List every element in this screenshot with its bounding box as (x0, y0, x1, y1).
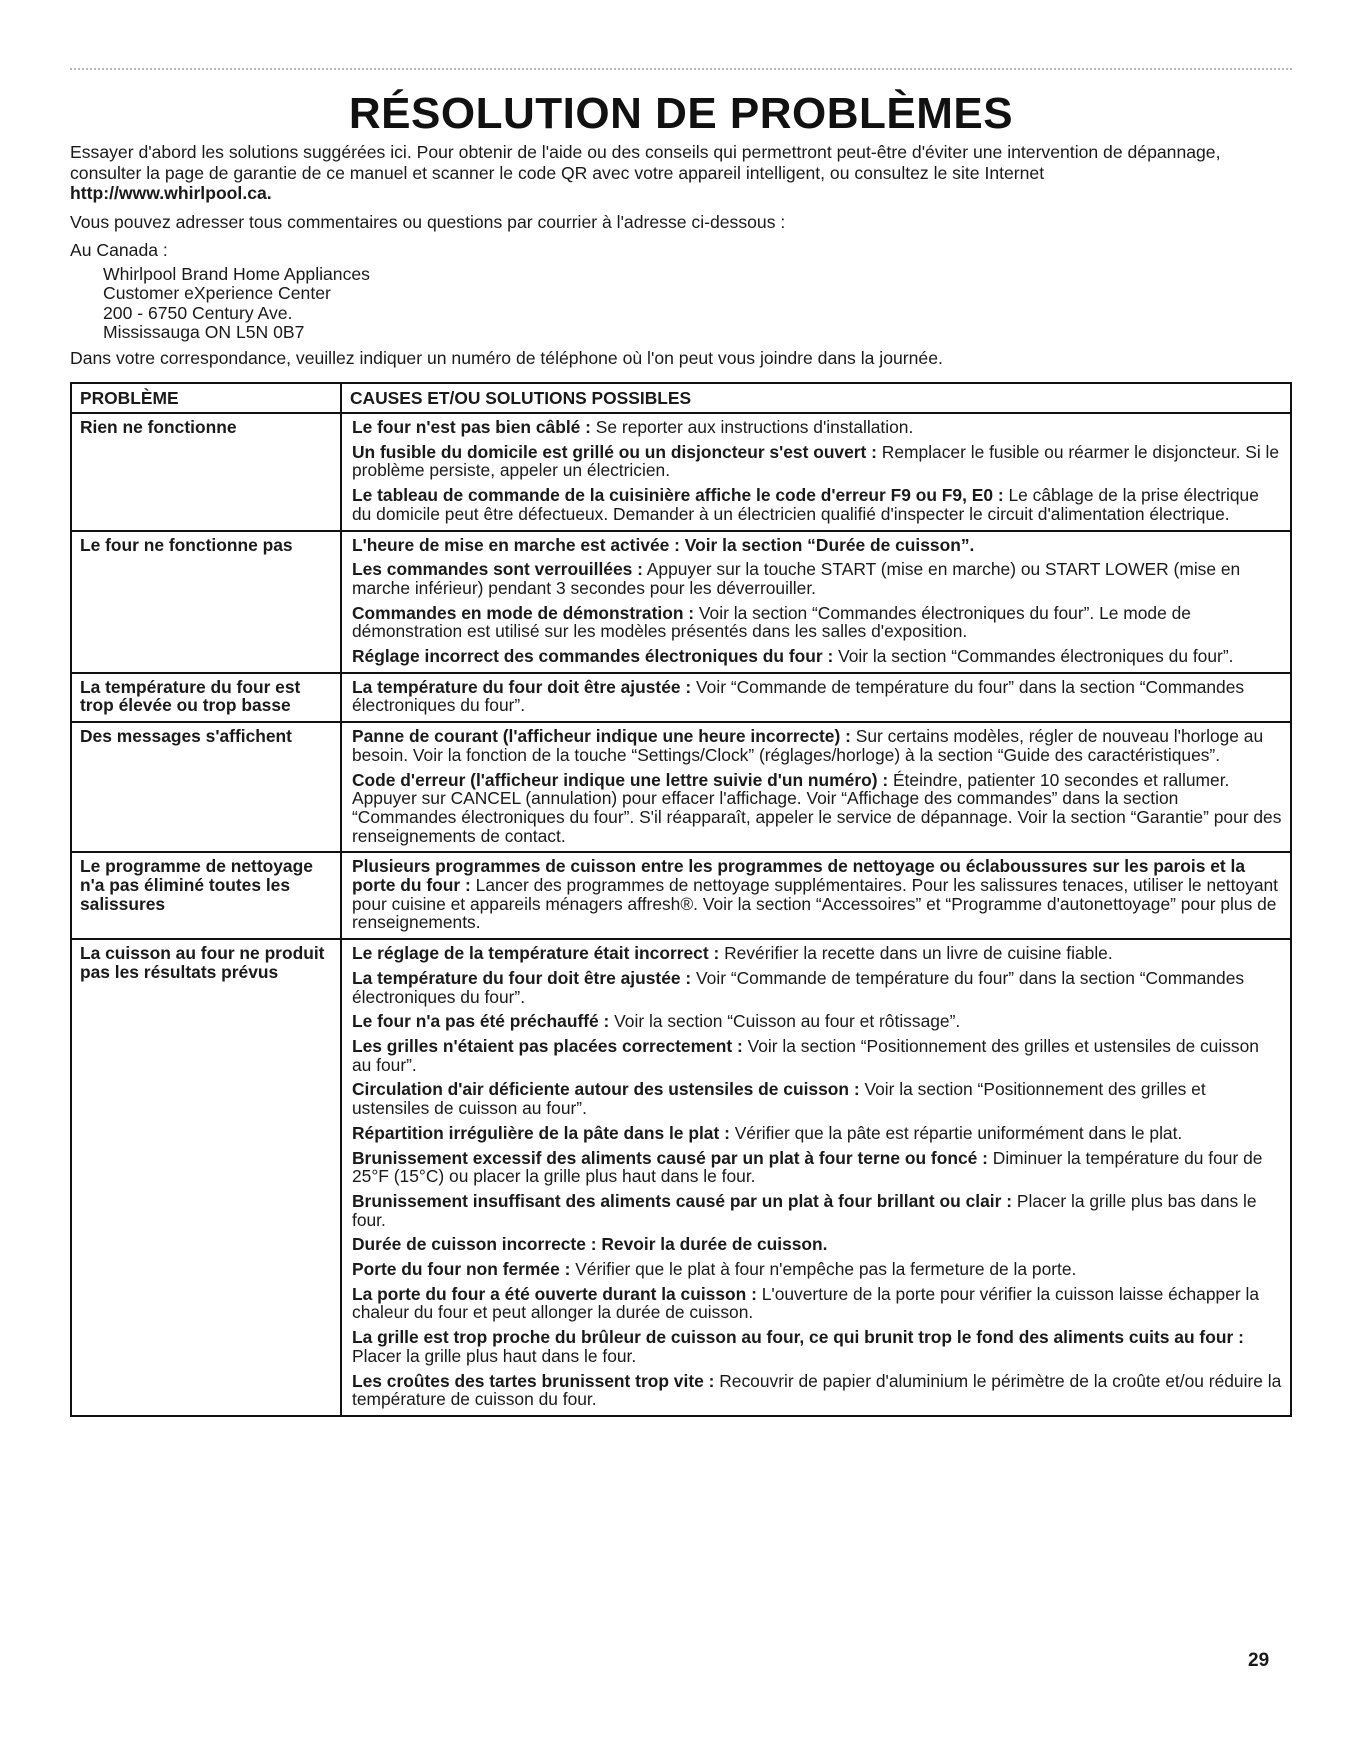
address-line: Customer eXperience Center (103, 283, 331, 303)
page-title: RÉSOLUTION DE PROBLÈMES (348, 89, 1014, 138)
solution-item (352, 1192, 1282, 1229)
solution-text: L'ouverture de la porte pour vérifier la cuisson laisse échapper la chaleur du four et peut allonger la durée de cuisson. (352, 1283, 1260, 1323)
solution-text: Le câblage de la prise électrique du domicile peut être défectueux. Demander à un électricien qualifié d'inspecter le circuit d'alimentation électrique. (352, 485, 1259, 524)
solution-item (352, 1260, 1282, 1279)
solution-item (352, 1080, 1282, 1117)
solution-cause: Un fusible du domicile est grillé ou un disjoncteur s'est ouvert : (352, 441, 877, 462)
top-divider (70, 68, 1292, 70)
table-row (71, 413, 1291, 531)
solutions-cell (341, 722, 1291, 852)
problem-cell: Le four ne fonctionne pas (71, 531, 341, 673)
page-content (70, 86, 1292, 1417)
solution-text: Revérifier la recette dans un livre de cuisine fiable. (719, 943, 1113, 964)
table-row (71, 852, 1291, 939)
solution-cause: Le tableau de commande de la cuisinière affiche le code d'erreur F9 ou F9, E0 : (352, 485, 1004, 506)
table-header-row (71, 383, 1291, 413)
address-line: Whirlpool Brand Home Appliances (103, 263, 370, 284)
mailing-address (103, 265, 1292, 343)
solution-item (352, 678, 1282, 715)
solution-cause: La température du four doit être ajustée : (352, 967, 692, 988)
column-header-solutions: CAUSES ET/OU SOLUTIONS POSSIBLES (341, 383, 1291, 413)
mail-note: Vous pouvez adresser tous commentaires ou questions par courrier à l'adresse ci-dessous : (70, 211, 786, 232)
solution-cause: Répartition irrégulière de la pâte dans le plat : (352, 1122, 730, 1143)
solution-item (352, 443, 1282, 480)
solution-cause: Les croûtes des tartes brunissent trop vite : (352, 1370, 715, 1391)
solution-cause: Plusieurs programmes de cuisson entre les programmes de nettoyage ou éclaboussures sur les parois et la porte du four : (352, 856, 1246, 896)
problem-cell: La cuisson au four ne produit pas les résultats prévus (71, 939, 341, 1416)
solution-item (352, 969, 1282, 1006)
solution-cause: L'heure de mise en marche est activée : Voir la section “Durée de cuisson”. (352, 534, 975, 555)
table-row (71, 673, 1291, 722)
solution-cause: La porte du four a été ouverte durant la cuisson : (352, 1283, 757, 1304)
solution-text: Vérifier que le plat à four n'empêche pas la fermeture de la porte. (570, 1259, 1077, 1280)
solution-text: Placer la grille plus bas dans le four. (352, 1190, 1257, 1230)
solution-item (352, 418, 1282, 437)
solution-item (352, 486, 1282, 523)
solution-cause: Commandes en mode de démonstration : (352, 602, 695, 623)
solution-cause: La température du four doit être ajustée : (352, 676, 692, 697)
solution-text: Éteindre, patienter 10 secondes et rallumer. Appuyer sur CANCEL (annulation) pour effacer l'affichage. Voir “Affichage des commandes” dans la section “Commandes électroniques du four”. S'il réapparaît, appeler le service de dépannage. Voir la section “Garantie” pour des renseignements de contact. (352, 769, 1282, 846)
address-line: 200 - 6750 Century Ave. (103, 302, 293, 323)
solution-text: Voir “Commande de température du four” dans la section “Commandes électroniques du four”. (352, 967, 1245, 1007)
solution-cause: Circulation d'air déficiente autour des ustensiles de cuisson : (352, 1079, 860, 1100)
solution-text: Voir la section “Positionnement des grilles et ustensiles de cuisson au four”. (352, 1035, 1259, 1075)
solution-text: Placer la grille plus haut dans le four. (352, 1345, 637, 1366)
solution-item (352, 1149, 1282, 1186)
solution-text: Appuyer sur la touche START (mise en marche) ou START LOWER (mise en marche inférieur) pendant 3 secondes pour les déverrouiller. (352, 559, 1241, 598)
solution-cause: Brunissement insuffisant des aliments causé par un plat à four brillant ou clair : (352, 1190, 1013, 1211)
website-link[interactable]: http://www.whirlpool.ca. (70, 183, 272, 203)
solution-cause: Le réglage de la température était incorrect : (352, 943, 720, 964)
solution-cause: Les commandes sont verrouillées : (352, 559, 643, 580)
solution-item (352, 1012, 1282, 1031)
solutions-cell (341, 673, 1291, 722)
solution-item (352, 647, 1282, 666)
solution-text: Recouvrir de papier d'aluminium le périmètre de la croûte et/ou réduire la température de cuisson du four. (352, 1370, 1282, 1410)
solution-cause: Le four n'est pas bien câblé : (352, 417, 591, 437)
solution-item (352, 771, 1282, 846)
solution-text: Lancer des programmes de nettoyage supplémentaires. Pour les salissures tenaces, utiliser le nettoyant pour cuisine et appareils ménagers affresh®. Voir la section “Accessoires” et “Programme d'autonettoyage” pour plus de renseignements. (352, 875, 1278, 933)
solution-text: Voir la section “Cuisson au four et rôtissage”. (609, 1011, 961, 1032)
solution-text: Se reporter aux instructions d'installation. (590, 417, 914, 437)
solution-item (352, 536, 1282, 555)
solution-cause: Le four n'a pas été préchauffé : (352, 1011, 610, 1032)
intro-paragraph (70, 142, 1292, 204)
solution-cause: Durée de cuisson incorrecte : Revoir la durée de cuisson. (352, 1234, 828, 1255)
solution-item (352, 1372, 1282, 1409)
table-row (71, 939, 1291, 1416)
problem-cell: Rien ne fonctionne (71, 413, 341, 531)
solution-cause: La grille est trop proche du brûleur de cuisson au four, ce qui brunit trop le fond des aliments cuits au four : (352, 1327, 1244, 1348)
solution-text: Vérifier que la pâte est répartie uniformément dans le plat. (729, 1122, 1183, 1143)
solution-item (352, 560, 1282, 597)
solution-text: Diminuer la température du four de 25°F (15°C) ou placer la grille plus haut dans le four. (352, 1147, 1263, 1187)
table-row (71, 722, 1291, 852)
solution-item (352, 1124, 1282, 1143)
problem-cell: Le programme de nettoyage n'a pas éliminé toutes les salissures (71, 852, 341, 939)
solution-text: Sur certains modèles, régler de nouveau l'horloge au besoin. Voir la fonction de la touche “Settings/Clock” (réglages/horloge) à la section “Guide des caractéristiques”. (352, 726, 1264, 765)
solution-item (352, 604, 1282, 641)
solution-text: Voir la section “Commandes électroniques du four”. (833, 646, 1234, 667)
solutions-cell (341, 852, 1291, 939)
solution-item (352, 857, 1282, 932)
solution-text: Voir “Commande de température du four” dans la section “Commandes électroniques du four”. (352, 676, 1245, 716)
solution-cause: Panne de courant (l'afficheur indique une heure incorrecte) : (352, 726, 851, 747)
solutions-cell (341, 531, 1291, 673)
correspondence-note: Dans votre correspondance, veuillez indiquer un numéro de téléphone où l'on peut vous joindre dans la journée. (70, 347, 943, 368)
page-number: 29 (1248, 1650, 1270, 1671)
intro-text: Essayer d'abord les solutions suggérées ici. Pour obtenir de l'aide ou des conseils qui permettront peut-être d'éviter une intervention de dépannage, consulter la page de garantie de ce manuel et scanner le code QR avec votre appareil intelligent, ou consultez le site Internet (70, 142, 1221, 183)
solution-item (352, 1285, 1282, 1322)
solutions-cell (341, 939, 1291, 1416)
solution-text: Remplacer le fusible ou réarmer le disjoncteur. Si le problème persiste, appeler un électricien. (352, 441, 1280, 481)
solution-text: Voir la section “Positionnement des grilles et ustensiles de cuisson au four”. (352, 1079, 1206, 1119)
solution-cause: Porte du four non fermée : (352, 1259, 571, 1280)
solution-item (352, 1037, 1282, 1074)
solution-cause: Code d'erreur (l'afficheur indique une lettre suivie d'un numéro) : (352, 769, 889, 790)
solutions-cell (341, 413, 1291, 531)
solution-item (352, 944, 1282, 963)
troubleshooting-table (70, 382, 1292, 1417)
problem-cell: Des messages s'affichent (71, 722, 341, 852)
solution-cause: Les grilles n'étaient pas placées correctement : (352, 1035, 743, 1056)
address-line: Mississauga ON L5N 0B7 (103, 322, 305, 342)
solution-cause: Brunissement excessif des aliments causé par un plat à four terne ou foncé : (352, 1147, 988, 1168)
solution-text: Voir la section “Commandes électroniques du four”. Le mode de démonstration est utilisé sur les modèles présentés dans les salles d'exposition. (352, 602, 1191, 642)
solution-cause: Réglage incorrect des commandes électroniques du four : (352, 646, 834, 667)
table-row (71, 531, 1291, 673)
solution-item (352, 727, 1282, 764)
column-header-problem: PROBLÈME (71, 383, 341, 413)
country-label: Au Canada : (70, 240, 168, 260)
solution-item (352, 1328, 1282, 1365)
table-body (71, 413, 1291, 1416)
solution-item (352, 1235, 1282, 1254)
problem-cell: La température du four est trop élevée ou trop basse (71, 673, 341, 722)
